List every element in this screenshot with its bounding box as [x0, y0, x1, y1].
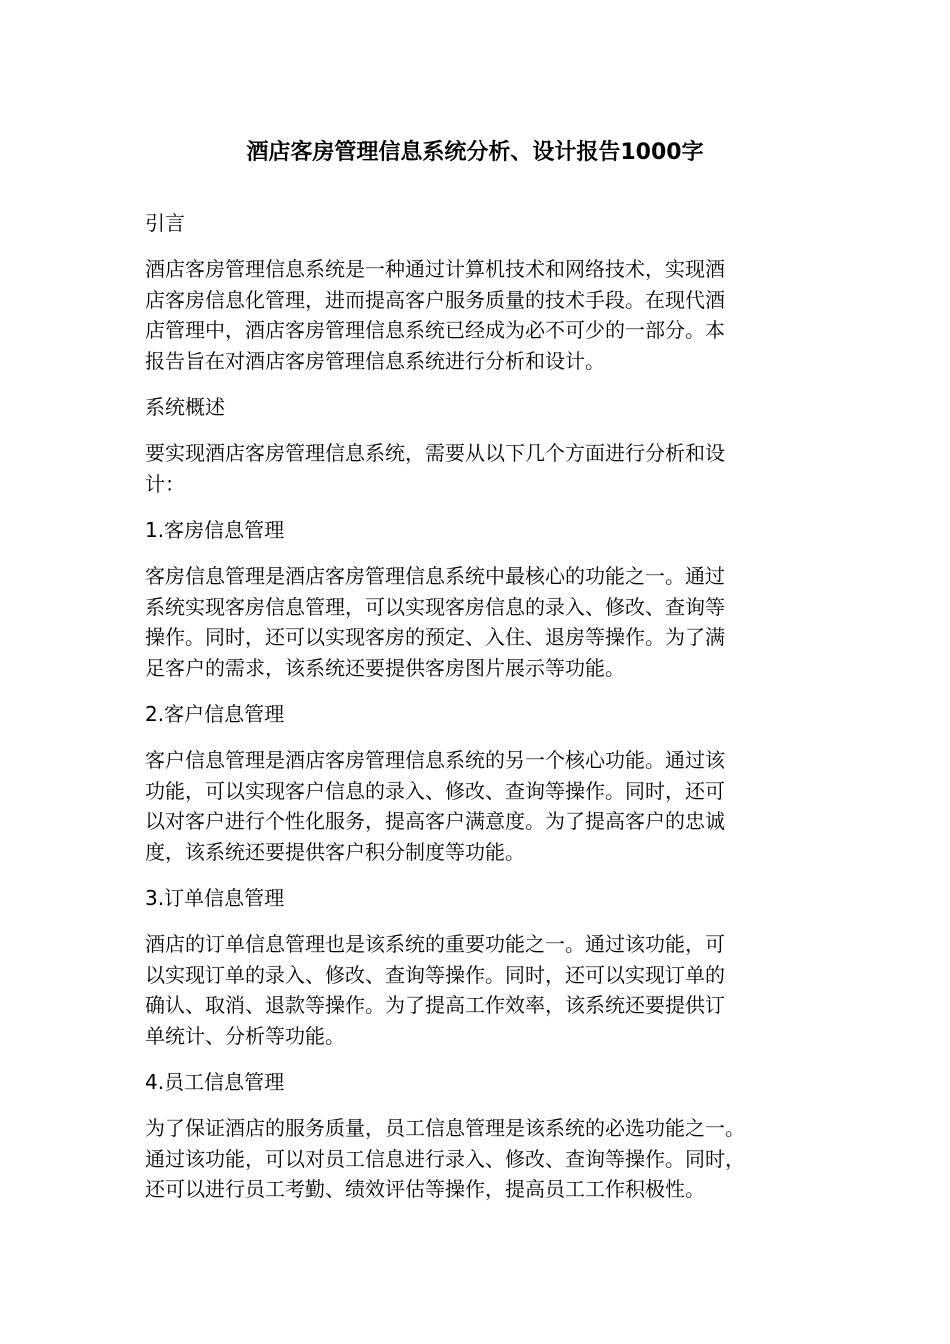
- paragraph-order-info: 酒店的订单信息管理也是该系统的重要功能之一。通过该功能，可 以实现订单的录入、修改、查询等操作。同时，还可以实现订单的 确认、取消、退款等操作。为了提高工作效率，该系统还要提供订 单统计、分析等功能。: [145, 932, 725, 1048]
- document-body: [145, 208, 810, 1221]
- section-heading-order-info: 3.订单信息管理: [145, 886, 285, 910]
- paragraph-room-info: 客房信息管理是酒店客房管理信息系统中最核心的功能之一。通过 系统实现客房信息管理，可以实现客房信息的录入、修改、查询等 操作。同时，还可以实现客房的预定、入住、退房等操作。为了满 足客户的需求，该系统还要提供客房图片展示等功能。: [145, 564, 725, 680]
- paragraph-customer-info: 客户信息管理是酒店客房管理信息系统的另一个核心功能。通过该 功能，可以实现客户信息的录入、修改、查询等操作。同时，还可 以对客户进行个性化服务，提高客户满意度。为了提高客户的忠诚 度，该系统还要提供客户积分制度等功能。: [145, 748, 725, 864]
- document-title: 酒店客房管理信息系统分析、设计报告1000字: [246, 140, 704, 165]
- section-heading-customer-info: 2.客户信息管理: [145, 702, 285, 726]
- paragraph-staff-info: 为了保证酒店的服务质量，员工信息管理是该系统的必选功能之一。 通过该功能，可以对员工信息进行录入、修改、查询等操作。同时， 还可以进行员工考勤、绩效评估等操作，提高员工工作积极性。: [145, 1116, 745, 1201]
- paragraph-overview: 要实现酒店客房管理信息系统，需要从以下几个方面进行分析和设 计：: [145, 441, 725, 496]
- section-heading-intro: 引言: [145, 211, 185, 235]
- section-heading-staff-info: 4.员工信息管理: [145, 1070, 285, 1094]
- paragraph-intro: 酒店客房管理信息系统是一种通过计算机技术和网络技术，实现酒 店客房信息化管理，进而提高客户服务质量的技术手段。在现代酒 店管理中，酒店客房管理信息系统已经成为必不可少的一部分。本 报告旨在对酒店客房管理信息系统进行分析和设计。: [145, 257, 725, 373]
- section-heading-room-info: 1.客房信息管理: [145, 518, 285, 542]
- section-heading-overview: 系统概述: [145, 395, 225, 419]
